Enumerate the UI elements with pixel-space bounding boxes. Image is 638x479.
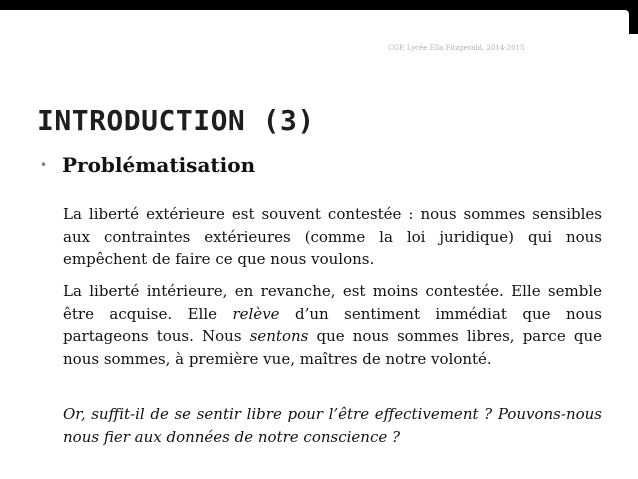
paragraph-text: d’un sentiment immédiat que nous partageons tous. Nous [63, 304, 602, 345]
paragraph-exterior-freedom: La liberté extérieure est souvent contestée : nous sommes sensibles aux contraintes extérieures (comme la loi juridique) qui nous empêchent de faire ce que nous voulons. [63, 205, 602, 268]
header-note: CGP, Lycée Ella Fitzgerald, 2014-2015 [388, 44, 525, 52]
emphasis-sentons: sentons [249, 327, 309, 345]
bullet-item [40, 153, 255, 177]
slide-title: INTRODUCTION (3) [37, 104, 315, 137]
bullet-marker: • [40, 158, 48, 172]
paragraph-interior-freedom [63, 280, 602, 370]
paragraph-text: La liberté intérieure, en revanche, est moins contestée. Elle semble être acquise. Elle [63, 282, 602, 323]
bullet-heading: Problématisation [62, 153, 256, 177]
paragraph-text: que nous sommes libres, parce que nous sommes, à première vue, maîtres de notre volonté. [63, 327, 602, 368]
top-tab-cutout [345, 10, 629, 34]
emphasis-releve: relève [232, 304, 280, 323]
paragraph-question: Or, suffit-il de se sentir libre pour l’être effectivement ? Pouvons-nous nous fier aux données de notre conscience ? [63, 405, 602, 446]
